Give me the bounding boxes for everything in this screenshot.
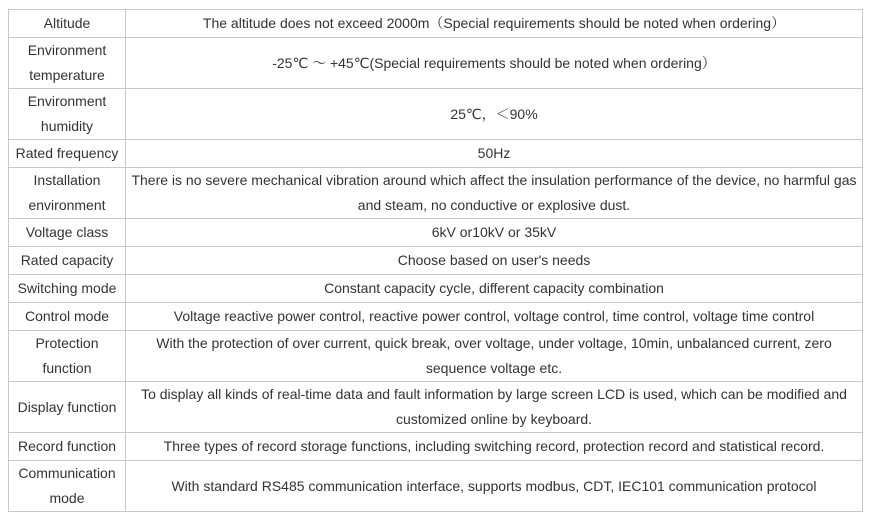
row-label-environment-humidity: Environment humidity: [9, 89, 126, 140]
table-row: [9, 303, 863, 331]
row-label-altitude: Altitude: [9, 10, 126, 38]
row-label-switching-mode: Switching mode: [9, 275, 126, 303]
row-label-voltage-class: Voltage class: [9, 219, 126, 247]
row-label-record-function: Record function: [9, 433, 126, 461]
row-value-installation-environment: There is no severe mechanical vibration around which affect the insulation performance of the device, no harmful gas and steam, no conductive or explosive dust.: [126, 168, 863, 219]
table-row: [9, 247, 863, 275]
row-label-protection-function: Protection function: [9, 331, 126, 382]
spec-table: [8, 9, 863, 512]
table-row: [9, 461, 863, 512]
table-row: [9, 275, 863, 303]
row-value-rated-capacity: Choose based on user's needs: [126, 247, 863, 275]
row-label-control-mode: Control mode: [9, 303, 126, 331]
table-row: [9, 10, 863, 38]
row-value-communication-mode: With standard RS485 communication interface, supports modbus, CDT, IEC101 communication protocol: [126, 461, 863, 512]
row-label-rated-frequency: Rated frequency: [9, 140, 126, 168]
table-row: [9, 38, 863, 89]
row-value-environment-temperature: -25℃ ～ +45℃(Special requirements should be noted when ordering）: [126, 38, 863, 89]
table-row: [9, 433, 863, 461]
row-value-altitude: The altitude does not exceed 2000m（Special requirements should be noted when ordering）: [126, 10, 863, 38]
table-row: [9, 89, 863, 140]
row-value-switching-mode: Constant capacity cycle, different capacity combination: [126, 275, 863, 303]
row-value-protection-function: With the protection of over current, quick break, over voltage, under voltage, 10min, unbalanced current, zero sequence voltage etc.: [126, 331, 863, 382]
row-value-control-mode: Voltage reactive power control, reactive power control, voltage control, time control, voltage time control: [126, 303, 863, 331]
row-label-environment-temperature: Environment temperature: [9, 38, 126, 89]
row-label-installation-environment: Installation environment: [9, 168, 126, 219]
table-row: [9, 168, 863, 219]
row-value-rated-frequency: 50Hz: [126, 140, 863, 168]
table-row: [9, 382, 863, 433]
row-label-rated-capacity: Rated capacity: [9, 247, 126, 275]
row-value-voltage-class: 6kV or10kV or 35kV: [126, 219, 863, 247]
row-value-record-function: Three types of record storage functions, including switching record, protection record and statistical record.: [126, 433, 863, 461]
row-label-communication-mode: Communication mode: [9, 461, 126, 512]
row-value-environment-humidity: 25℃，＜90%: [126, 89, 863, 140]
table-row: [9, 219, 863, 247]
table-row: [9, 140, 863, 168]
row-value-display-function: To display all kinds of real-time data and fault information by large screen LCD is used, which can be modified and customized online by keyboard.: [126, 382, 863, 433]
row-label-display-function: Display function: [9, 382, 126, 433]
table-row: [9, 331, 863, 382]
spec-table-container: [8, 9, 863, 512]
